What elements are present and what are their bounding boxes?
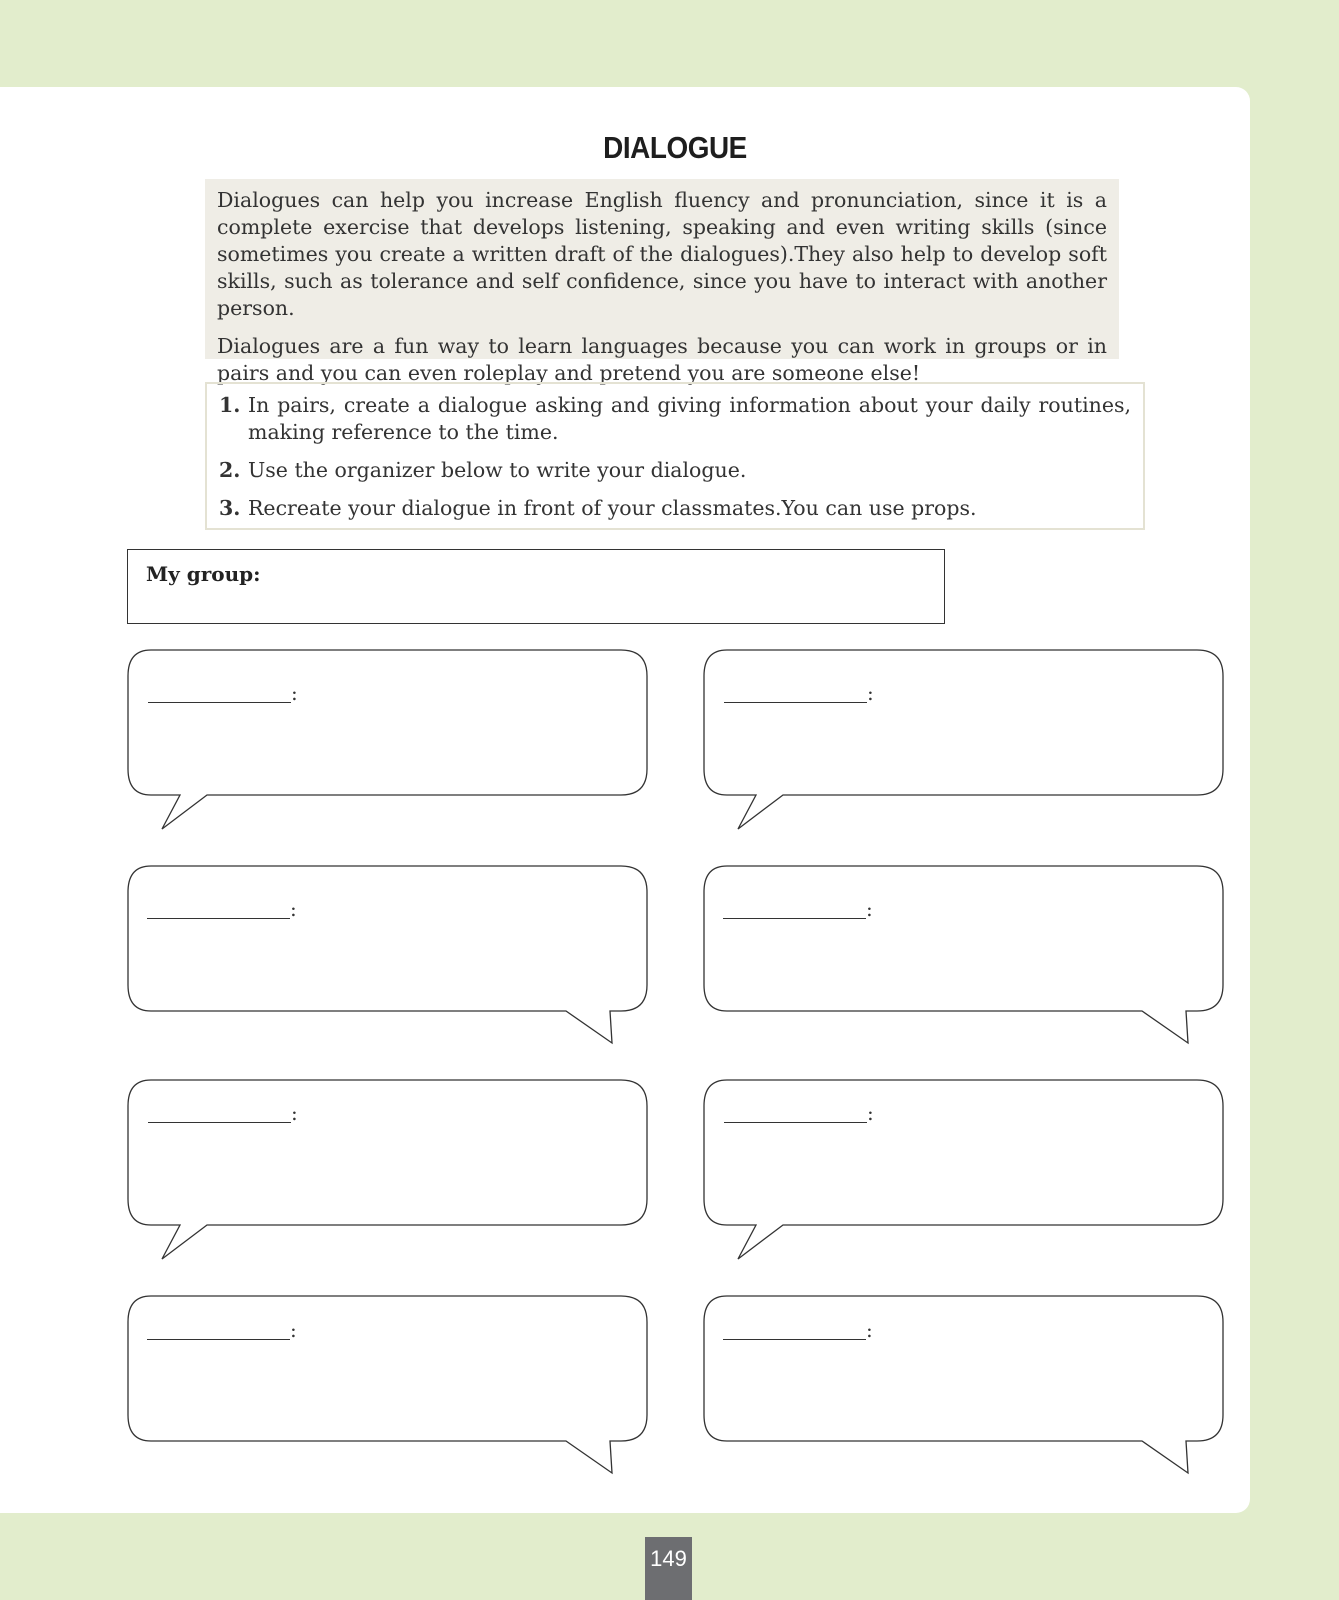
speaker-name-blank[interactable]: : <box>723 1318 873 1342</box>
task-number: 1. <box>219 393 241 417</box>
speaker-name-blank[interactable]: : <box>148 1101 298 1125</box>
task-number: 3. <box>219 496 241 520</box>
speech-bubbles-layer <box>0 87 1250 1513</box>
intro-paragraph-1: Dialogues can help you increase English fluency and pronunciation, since it is a complete exercise that develops listening, speaking and even writing skills (since sometimes you create a written draft of the dialogues).They also help to develop soft skills, such as tolerance and self confidence, since you have to interact with another person. <box>217 188 1107 320</box>
task-number: 2. <box>219 458 241 482</box>
speech-bubble-3 <box>128 866 647 1043</box>
task-text: Recreate your dialogue in front of your classmates.You can use props. <box>248 496 977 520</box>
speaker-name-blank[interactable]: : <box>723 897 873 921</box>
speaker-name-blank[interactable]: : <box>724 1101 874 1125</box>
intro-paragraph-2: Dialogues are a fun way to learn languages because you can work in groups or in pairs and you can even roleplay and pretend you are someone else! <box>217 334 1107 385</box>
task-text: Use the organizer below to write your dialogue. <box>248 458 747 482</box>
worksheet-page <box>0 87 1250 1513</box>
page-number: 149 <box>645 1537 692 1600</box>
speech-bubble-2 <box>704 650 1223 829</box>
speaker-name-blank[interactable]: : <box>147 897 297 921</box>
speaker-name-blank[interactable]: : <box>724 681 874 705</box>
speech-bubble-1 <box>128 650 647 829</box>
my-group-label: My group: <box>146 562 261 586</box>
speaker-name-blank[interactable]: : <box>148 681 298 705</box>
task-text: In pairs, create a dialogue asking and giving information about your daily routines, making reference to the time. <box>248 393 1131 444</box>
page-title: DIALOGUE <box>603 130 747 165</box>
speaker-name-blank[interactable]: : <box>147 1318 297 1342</box>
speech-bubble-4 <box>704 866 1223 1043</box>
